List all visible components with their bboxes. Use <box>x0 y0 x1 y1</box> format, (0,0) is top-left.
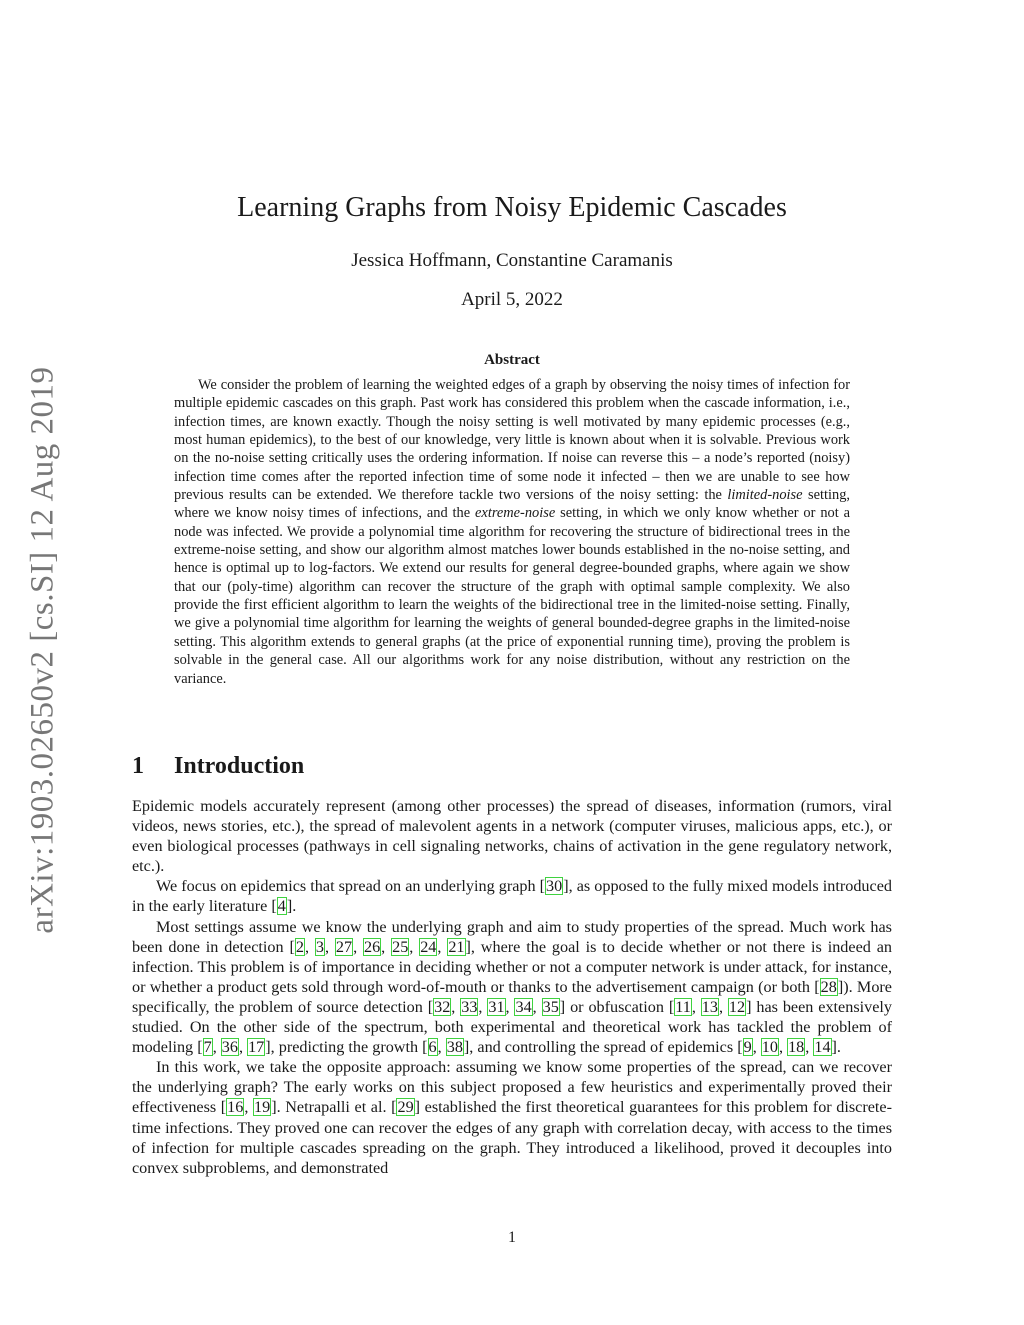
paper-date: April 5, 2022 <box>461 289 563 310</box>
citation-link[interactable]: 2 <box>295 937 304 956</box>
abstract-text: We consider the problem of learning the weighted edges of a graph by observing the noisy times of infection for multiple epidemic cascades on this graph. Past work has considered this problem when the cascade information, i.e., infection times, are known exactly. Though the noisy setting is well motivated by many epidemic processes (e.g., most human epidemics), to the best of our knowledge, very little is known about when it is solvable. Previous work on the no-noise setting critically uses the ordering information. If noise can reverse this – a node’s reported (noisy) infection time comes after the reported infection time of some node it infected – then we are unable to see how previous results can be extended. We therefore tackle two versions of the noisy setting: the limited-noise setting, where we know noisy times of infections, and the extreme-noise setting, in which we only know whether or not a node was infected. We provide a polynomial time algorithm for recovering the structure of bidirectional trees in the extreme-noise setting, and show our algorithm almost matches lower bounds established in the no-noise setting, and hence is optimal up to log-factors. We extend our results for general degree-bounded graphs, where again we show that our (poly-time) algorithm can recover the structure of the graph with optimal sample complexity. We also provide the first efficient algorithm to learn the weights of the bidirectional tree in the limited-noise setting. Finally, we give a polynomial time algorithm for learning the weights of general bounded-degree graphs in the limited-noise setting. This algorithm extends to general graphs (at the price of exponential running time), proving the problem is solvable in the general case. All our algorithms work for any noise distribution, without any restriction on the variance. <box>174 377 850 687</box>
citation-link[interactable]: 29 <box>397 1098 414 1117</box>
paragraph: We focus on epidemics that spread on an underlying graph [30], as opposed to the fully mixed models introduced in the early literature [4]. <box>132 877 892 916</box>
citation-link[interactable]: 10 <box>761 1038 778 1057</box>
paragraph: Most settings assume we know the underlying graph and aim to study properties of the spread. Much work has been done in detection [2, 3, 27, 26, 25, 24, 21], where the goal is to decide whether or not there is indeed an infection. This problem is of importance in deciding whether or not a computer network is under attack, for instance, or whether a product gets sold through word-of-mouth or thanks to the advertisement campaign (or both [28]). More specifically, the problem of source detection [32, 33, 31, 34, 35] or obfuscation [11, 13, 12] has been extensively studied. On the other side of the spectrum, both experimental and theoretical work has tackled the problem of modeling [7, 36, 17], predicting the growth [6, 38], and controlling the spread of epidemics [9, 10, 18, 14]. <box>132 917 893 1057</box>
citation-link[interactable]: 3 <box>315 937 324 956</box>
paragraph: In this work, we take the opposite approach: assuming we know some properties of the spread, can we recover the underlying graph? The early works on this subject proposed a few heuristics and experimentally proved their effectiveness [16, 19]. Netrapalli et al. [29] established the first theoretical guarantees for this problem for discrete-time infections. They proved one can recover the edges of any graph with correlation decay, with access to the times of infection for multiple cascades spreading on the graph. They introduced a likelihood, proved it decouples into convex subproblems, and demonstrated <box>132 1058 892 1177</box>
section-title: Introduction <box>174 753 305 779</box>
introduction-body <box>132 796 892 1178</box>
paper-title: Learning Graphs from Noisy Epidemic Cascades <box>237 192 787 223</box>
page-number: 1 <box>508 1229 516 1246</box>
citation-link[interactable]: 38 <box>446 1038 463 1057</box>
abstract-heading: Abstract <box>484 352 540 368</box>
citation-link[interactable]: 26 <box>363 937 381 956</box>
citation-link[interactable]: 18 <box>788 1038 805 1057</box>
section-number: 1 <box>132 753 144 779</box>
arxiv-stamp-text: arXiv:1903.02650v2 [cs.SI] 12 Aug 2019 <box>24 366 61 934</box>
citation-link[interactable]: 30 <box>546 877 563 896</box>
abstract-emphasis: extreme-noise <box>475 505 556 522</box>
citation-link[interactable]: 16 <box>227 1098 244 1117</box>
citation-link[interactable]: 28 <box>820 977 837 996</box>
citation-link[interactable]: 9 <box>743 1038 752 1057</box>
citation-link[interactable]: 35 <box>542 997 559 1016</box>
citation-link[interactable]: 17 <box>248 1038 265 1057</box>
arxiv-stamp <box>14 360 72 940</box>
citation-link[interactable]: 11 <box>675 997 691 1016</box>
citation-link[interactable]: 4 <box>277 897 286 916</box>
citation-link[interactable]: 7 <box>203 1038 212 1057</box>
citation-link[interactable]: 32 <box>434 997 451 1016</box>
citation-link[interactable]: 33 <box>461 997 478 1016</box>
citation-link[interactable]: 14 <box>814 1038 831 1057</box>
paper-authors: Jessica Hoffmann, Constantine Caramanis <box>351 250 673 271</box>
citation-link[interactable]: 21 <box>448 937 465 956</box>
citation-link[interactable]: 34 <box>515 997 532 1016</box>
citation-link[interactable]: 6 <box>428 1038 437 1057</box>
citation-link[interactable]: 19 <box>254 1098 271 1117</box>
citation-link[interactable]: 13 <box>701 997 718 1016</box>
paragraph: Epidemic models accurately represent (among other processes) the spread of diseases, information (rumors, viral videos, news stories, etc.), the spread of malevolent agents in a network (computer viruses, malicious apps, etc.), or even biological processes (pathways in cell signaling networks, chains of activation in the gene regulatory network, etc.). <box>132 797 892 876</box>
citation-link[interactable]: 24 <box>420 937 437 956</box>
citation-link[interactable]: 31 <box>488 997 505 1016</box>
section-heading <box>132 753 304 780</box>
abstract-emphasis: limited-noise <box>727 487 803 504</box>
citation-link[interactable]: 27 <box>335 937 353 956</box>
citation-link[interactable]: 12 <box>728 997 746 1016</box>
citation-link[interactable]: 25 <box>392 937 409 956</box>
citation-link[interactable]: 36 <box>221 1038 238 1057</box>
